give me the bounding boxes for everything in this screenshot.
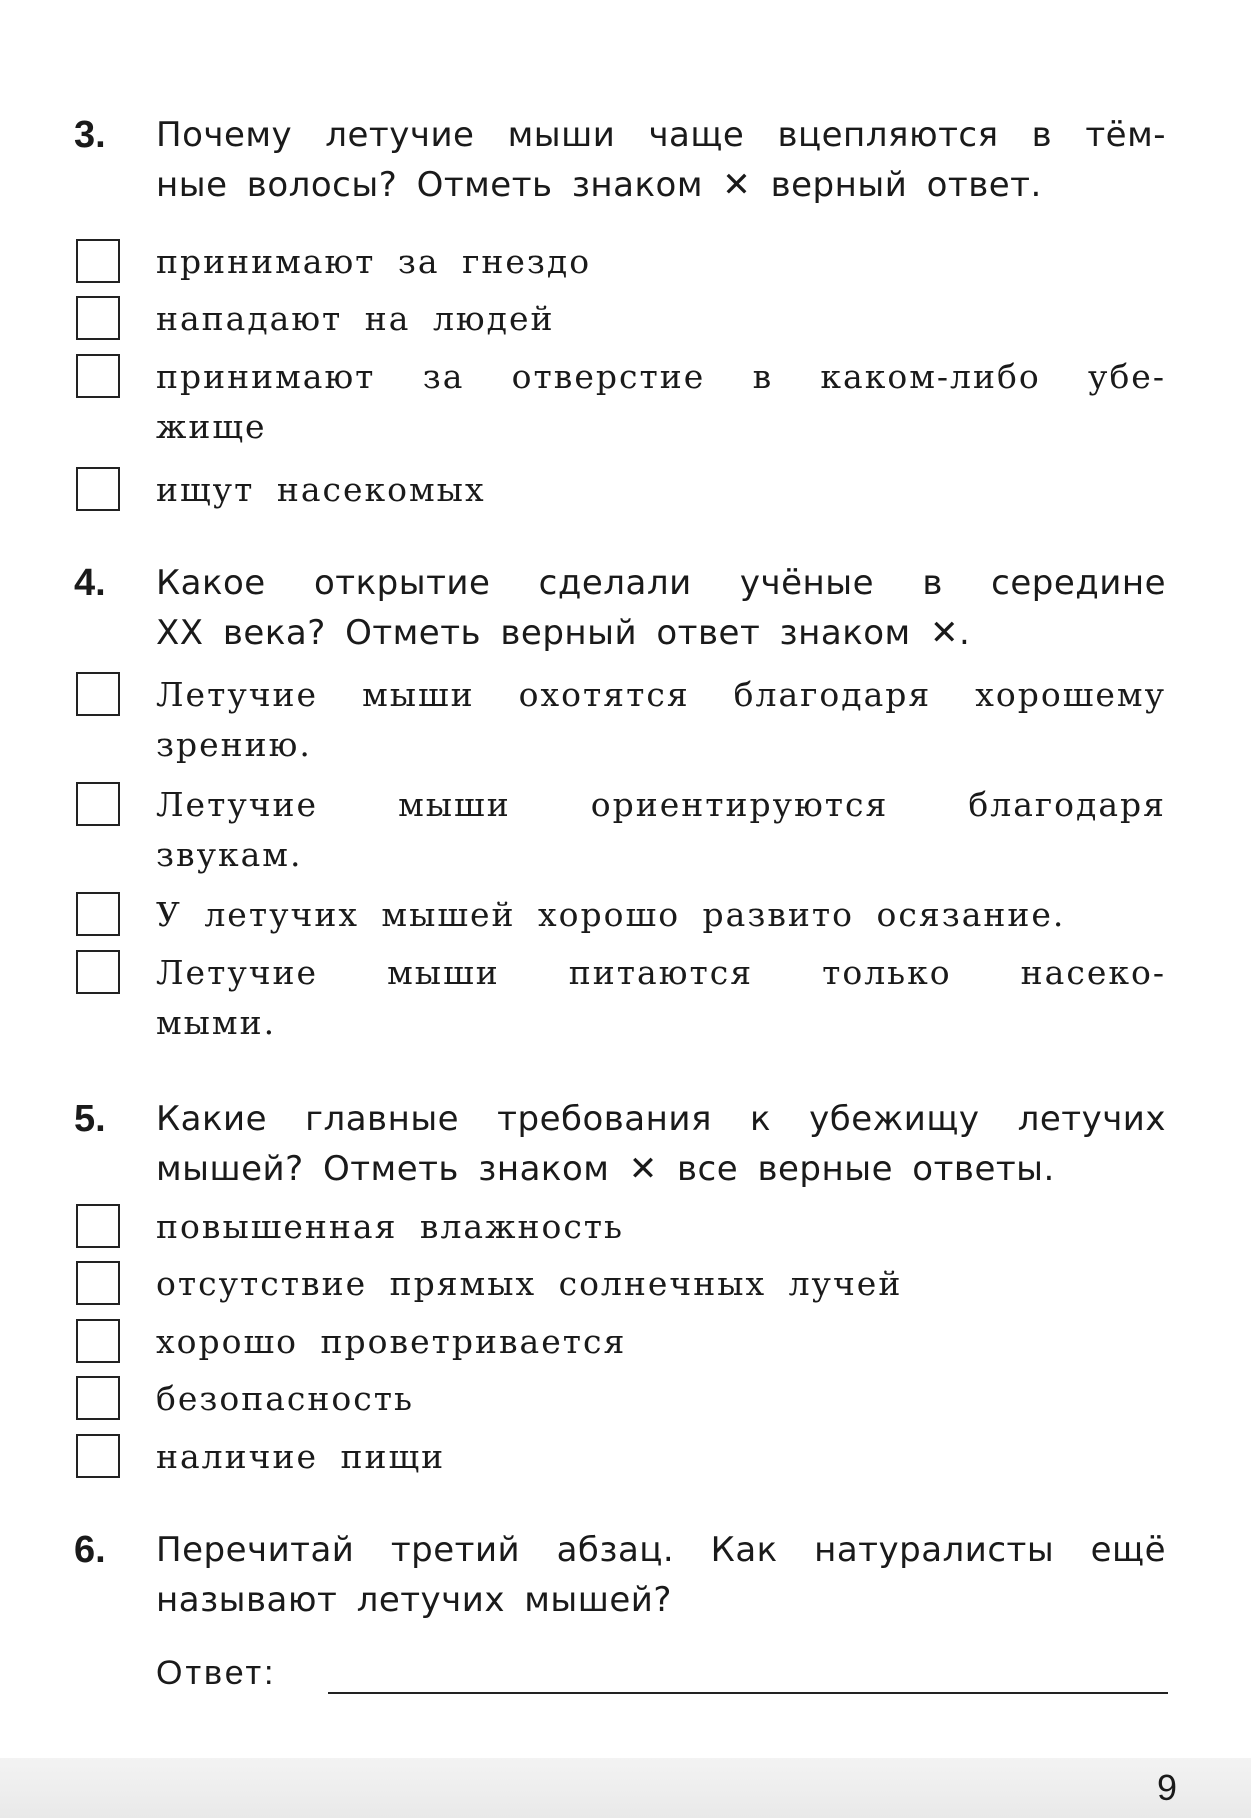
question-6 — [74, 1525, 1174, 1635]
question-text — [156, 558, 1166, 658]
question-number: 3. — [74, 114, 106, 156]
option-text-line: повышенная влажность — [156, 1207, 625, 1246]
page-footer — [0, 1758, 1251, 1818]
question-number: 6. — [74, 1529, 106, 1571]
question-text — [156, 1525, 1166, 1625]
option-text-line: принимают за гнездо — [156, 242, 592, 281]
question-4 — [74, 558, 1174, 1048]
option-text-line: зрению. — [156, 725, 312, 764]
answer-option — [74, 1432, 1174, 1482]
question-text — [156, 1094, 1166, 1194]
cross-mark-icon: ✕ — [628, 1149, 658, 1189]
answer-checkbox[interactable] — [76, 892, 120, 936]
answer-label: Ответ: — [156, 1654, 277, 1692]
page-number: 9 — [1156, 1767, 1177, 1808]
option-text — [156, 352, 1166, 452]
answer-checkbox[interactable] — [76, 672, 120, 716]
option-text — [156, 294, 1166, 344]
option-text — [156, 1202, 1166, 1252]
option-text — [156, 1317, 1166, 1367]
question-text-line: Перечитай третий абзац. Как натуралисты ещё — [156, 1530, 1166, 1570]
answer-row — [156, 1648, 1176, 1708]
answer-option — [74, 1202, 1174, 1252]
option-text-line: Летучие мыши охотятся благодаря хорошему — [156, 675, 1166, 714]
question-text-line: называют летучих мышей? — [156, 1580, 672, 1620]
option-text — [156, 1432, 1166, 1482]
option-text-line: отсутствие прямых солнечных лучей — [156, 1264, 903, 1303]
option-text — [156, 948, 1166, 1048]
question-text-part: . — [959, 613, 971, 653]
question-text-part: мышей? Отметь знаком — [156, 1149, 629, 1189]
answer-option — [74, 948, 1174, 1048]
answer-checkbox[interactable] — [76, 1204, 120, 1248]
question-text-line: Какое открытие сделали учёные в середине — [156, 563, 1166, 603]
question-text-line — [156, 160, 1166, 210]
answer-checkbox[interactable] — [76, 1376, 120, 1420]
option-text — [156, 780, 1166, 880]
option-text-line: безопасность — [156, 1379, 414, 1418]
option-text-line: У летучих мышей хорошо развито осязание. — [156, 895, 1066, 934]
answer-option — [74, 1317, 1174, 1367]
answer-checkbox[interactable] — [76, 354, 120, 398]
option-text-line: хорошо проветривается — [156, 1322, 627, 1361]
cross-mark-icon: ✕ — [930, 613, 959, 653]
option-text-line: ищут насекомых — [156, 470, 486, 509]
answer-option — [74, 465, 1174, 515]
cross-mark-icon: ✕ — [722, 165, 752, 205]
question-text-line: Почему летучие мыши чаще вцепляются в тём- — [156, 115, 1166, 155]
answer-input-line[interactable] — [328, 1692, 1168, 1694]
option-text — [156, 890, 1166, 940]
answer-option — [74, 670, 1174, 770]
answer-checkbox[interactable] — [76, 296, 120, 340]
option-text-line: наличие пищи — [156, 1437, 446, 1476]
question-text-part: верный ответ. — [751, 165, 1042, 205]
option-text-line: принимают за отверстие в каком-либо убе- — [156, 357, 1166, 396]
answer-checkbox[interactable] — [76, 1319, 120, 1363]
answer-option — [74, 294, 1174, 344]
option-text-line: нападают на людей — [156, 299, 555, 338]
answer-checkbox[interactable] — [76, 239, 120, 283]
answer-checkbox[interactable] — [76, 467, 120, 511]
option-text — [156, 670, 1166, 770]
question-number: 5. — [74, 1098, 106, 1140]
option-text — [156, 1259, 1166, 1309]
answer-checkbox[interactable] — [76, 1434, 120, 1478]
option-text-line: Летучие мыши питаются только насеко- — [156, 953, 1166, 992]
answer-option — [74, 890, 1174, 940]
answer-checkbox[interactable] — [76, 950, 120, 994]
answer-option — [74, 352, 1174, 452]
answer-option — [74, 237, 1174, 287]
question-number: 4. — [74, 562, 106, 604]
question-3 — [74, 110, 1174, 510]
question-5 — [74, 1094, 1174, 1494]
question-text-part: XX века? Отметь верный ответ знаком — [156, 613, 930, 653]
question-text-line — [156, 608, 1166, 658]
answer-option — [74, 1374, 1174, 1424]
option-text-line: звукам. — [156, 835, 303, 874]
question-text — [156, 110, 1166, 210]
option-text-line: жище — [156, 407, 267, 446]
question-text-line: Какие главные требования к убежищу летучих — [156, 1099, 1166, 1139]
answer-checkbox[interactable] — [76, 1261, 120, 1305]
answer-option — [74, 780, 1174, 880]
option-text — [156, 237, 1166, 287]
question-text-part: все верные ответы. — [657, 1149, 1055, 1189]
answer-option — [74, 1259, 1174, 1309]
option-text-line: Летучие мыши ориентируются благодаря — [156, 785, 1166, 824]
option-text — [156, 1374, 1166, 1424]
question-text-part: ные волосы? Отметь знаком — [156, 165, 723, 205]
question-text-line — [156, 1144, 1166, 1194]
option-text — [156, 465, 1166, 515]
option-text-line: мыми. — [156, 1003, 277, 1042]
answer-checkbox[interactable] — [76, 782, 120, 826]
